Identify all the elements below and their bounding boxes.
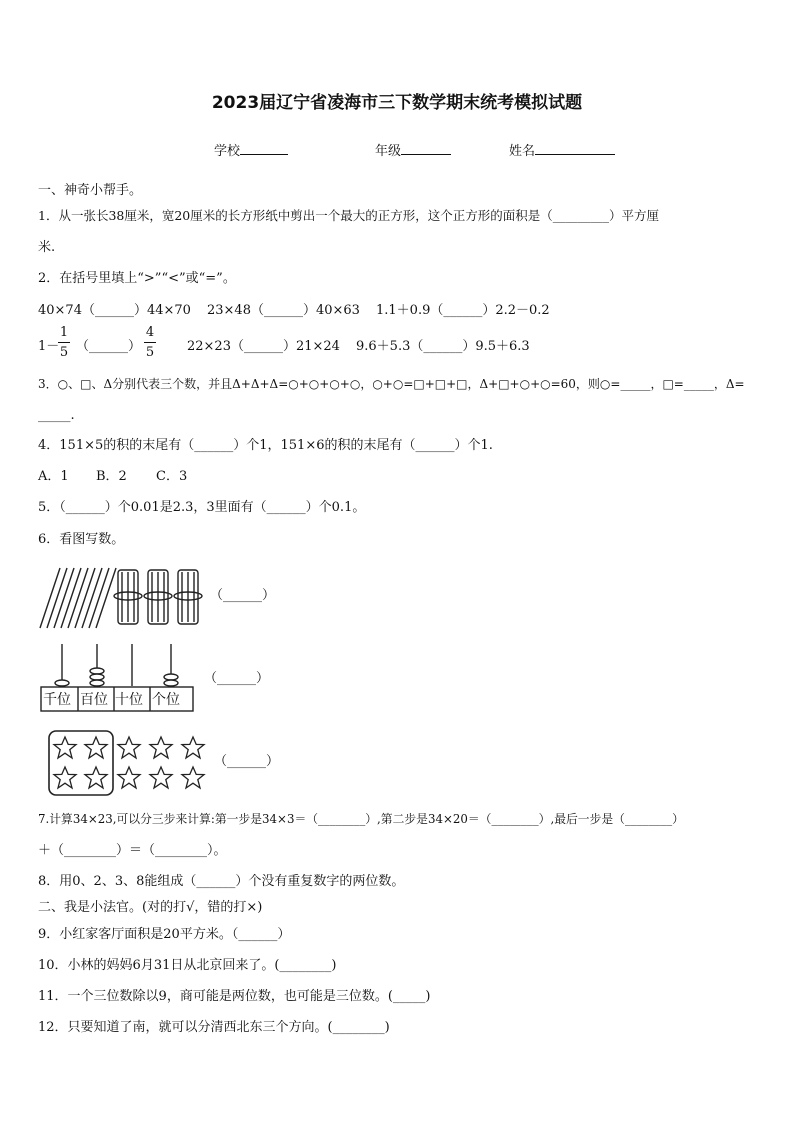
question-3: 3．○、□、Δ分别代表三个数，并且Δ+Δ+Δ=○+○+○+○，○+○=□+□+□，Δ+□+○+○=60，则○=_____，□=_____，Δ= — [38, 377, 745, 391]
question-7: 7.计算34×23,可以分三步来计算:第一步是34×3＝（________）,第二步是34×20＝（________）,最后一步是（________） — [38, 812, 684, 826]
q6-blank-1: （______） — [210, 588, 276, 603]
name-label: 姓名 — [509, 144, 536, 159]
q4-option-a: A．1 — [38, 469, 69, 484]
question-11: 11．一个三位数除以9，商可能是两位数，也可能是三位数。(_____) — [38, 989, 431, 1004]
question-8: 8．用0、2、3、8能组成（______）个没有重复数字的两位数。 — [38, 874, 405, 889]
q4-option-c: C．3 — [156, 469, 188, 484]
q6-blank-3: （______） — [214, 754, 280, 769]
question-3-cont: _____. — [38, 408, 75, 423]
question-6: 6．看图写数。 — [38, 532, 125, 547]
section-1-heading: 一、神奇小帮手。 — [38, 183, 143, 198]
question-7-cont: ＋（________）＝（________）。 — [38, 843, 227, 858]
question-5: 5．（______）个0.01是2.3，3里面有（______）个0.1。 — [38, 500, 366, 515]
abacus-label-thousands: 千位 — [43, 692, 71, 708]
question-1: 1．从一张长38厘米，宽20厘米的长方形纸中剪出一个最大的正方形，这个正方形的面积是（_________）平方厘 — [38, 208, 660, 223]
q2-item-2: 23×48（______）40×63 — [207, 303, 360, 318]
name-field[interactable] — [509, 142, 615, 160]
school-label: 学校 — [214, 144, 241, 159]
q4-option-b: B．2 — [96, 469, 127, 484]
question-4: 4．151×5的积的末尾有（______）个1，151×6的积的末尾有（______）个1. — [38, 438, 493, 453]
q2-item-4-prefix: 1－ — [38, 339, 60, 354]
abacus-label-hundreds: 百位 — [80, 692, 108, 708]
question-1-cont: 米. — [38, 240, 56, 255]
question-9: 9．小红家客厅面积是20平方米。（______） — [38, 927, 291, 942]
question-2: 2．在括号里填上“>”“<”或“=”。 — [38, 271, 236, 286]
q2-item-6: 9.6＋5.3（______）9.5＋6.3 — [356, 339, 530, 354]
q2-item-3: 1.1＋0.9（______）2.2－0.2 — [376, 303, 550, 318]
question-10: 10．小林的妈妈6月31日从北京回来了。(________) — [38, 958, 337, 973]
q6-blank-2: （______） — [204, 671, 270, 686]
page-title: 2023届辽宁省凌海市三下数学期末统考模拟试题 — [211, 93, 583, 113]
sticks-illustration — [36, 562, 216, 632]
school-field[interactable] — [214, 142, 288, 160]
stars-illustration — [48, 730, 218, 800]
question-12: 12．只要知道了南，就可以分清西北东三个方向。(________) — [38, 1020, 390, 1035]
fraction-four-fifths: 4 5 — [145, 325, 155, 360]
abacus-label-tens: 十位 — [115, 692, 143, 708]
fraction-one-fifth: 1 5 — [59, 325, 69, 360]
section-2-heading: 二、我是小法官。(对的打√，错的打×) — [38, 900, 263, 915]
grade-label: 年级 — [375, 144, 402, 159]
q2-item-5: 22×23（______）21×24 — [187, 339, 340, 354]
grade-field[interactable] — [375, 142, 451, 160]
q2-item-4-blank: （______） — [76, 339, 142, 354]
abacus-label-ones: 个位 — [152, 692, 180, 708]
q2-item-1: 40×74（______）44×70 — [38, 303, 191, 318]
